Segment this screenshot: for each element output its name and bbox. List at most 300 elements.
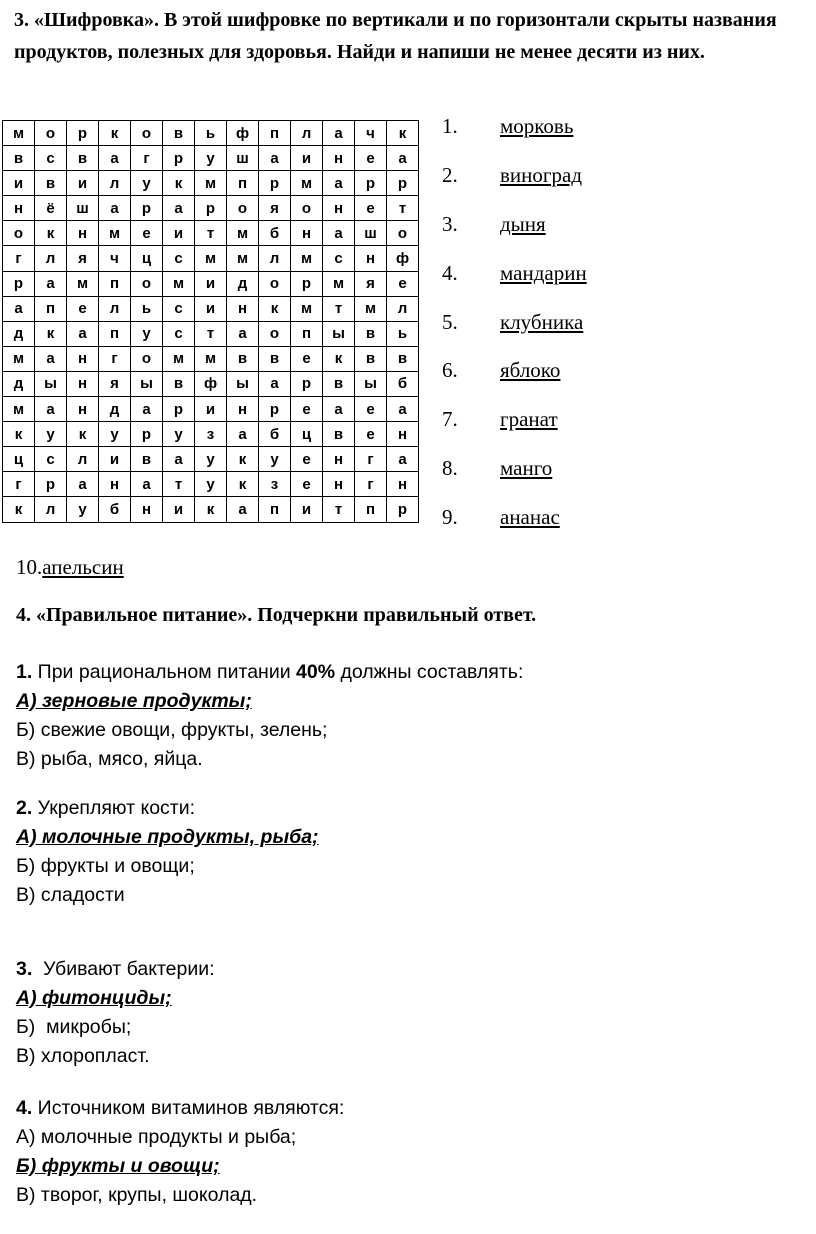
option <box>16 852 319 881</box>
grid-cell: л <box>99 171 131 196</box>
grid-cell: п <box>259 497 291 522</box>
grid-cell: р <box>259 397 291 422</box>
grid-row <box>3 196 419 221</box>
option-text: А) молочные продукты и рыба; <box>16 1126 297 1148</box>
grid-cell: н <box>387 422 419 447</box>
grid-cell: и <box>67 171 99 196</box>
grid-cell: а <box>227 321 259 346</box>
grid-cell: у <box>163 422 195 447</box>
option-text: А) молочные продукты, рыба; <box>16 826 319 848</box>
grid-cell: у <box>195 447 227 472</box>
grid-cell: н <box>67 221 99 246</box>
grid-cell: р <box>163 146 195 171</box>
grid-cell: к <box>35 321 67 346</box>
grid-cell: е <box>355 196 387 221</box>
option-correct <box>16 1152 344 1181</box>
grid-row <box>3 422 419 447</box>
grid-cell: г <box>3 472 35 497</box>
grid-cell: л <box>259 246 291 271</box>
grid-cell: а <box>35 346 67 371</box>
grid-cell: о <box>387 221 419 246</box>
grid-cell: н <box>67 371 99 396</box>
grid-cell: о <box>131 346 163 371</box>
grid-cell: ф <box>227 121 259 146</box>
grid-row <box>3 271 419 296</box>
answer-10-number: 10. <box>16 555 43 579</box>
grid-cell: а <box>259 146 291 171</box>
grid-cell: н <box>3 196 35 221</box>
answer-number: 8. <box>442 456 458 481</box>
grid-cell: я <box>355 271 387 296</box>
grid-cell: р <box>131 196 163 221</box>
grid-cell: е <box>291 346 323 371</box>
grid-cell: р <box>259 171 291 196</box>
answer-item <box>442 163 782 212</box>
grid-cell: н <box>323 472 355 497</box>
grid-cell: н <box>67 346 99 371</box>
grid-cell: а <box>99 196 131 221</box>
grid-cell: ы <box>131 371 163 396</box>
grid-cell: м <box>3 397 35 422</box>
grid-cell: о <box>259 271 291 296</box>
grid-cell: у <box>67 497 99 522</box>
grid-cell: к <box>163 171 195 196</box>
grid-cell: к <box>323 346 355 371</box>
answer-item <box>442 407 782 456</box>
grid-cell: п <box>35 296 67 321</box>
option-text: В) рыба, мясо, яйца. <box>16 748 203 770</box>
grid-cell: с <box>35 146 67 171</box>
option <box>16 745 523 774</box>
option-correct <box>16 984 215 1013</box>
grid-cell: н <box>67 397 99 422</box>
answer-word: мандарин <box>500 260 587 285</box>
grid-cell: ь <box>387 321 419 346</box>
grid-cell: р <box>291 271 323 296</box>
grid-cell: е <box>355 397 387 422</box>
grid-cell: а <box>99 146 131 171</box>
answer-number: 6. <box>442 358 458 383</box>
answer-number: 9. <box>442 505 458 530</box>
answer-word: морковь <box>500 114 574 138</box>
grid-cell: м <box>195 246 227 271</box>
grid-cell: ш <box>227 146 259 171</box>
grid-cell: т <box>323 497 355 522</box>
grid-cell: к <box>35 221 67 246</box>
grid-cell: и <box>195 296 227 321</box>
answer-item <box>442 456 782 505</box>
grid-row <box>3 472 419 497</box>
question-1 <box>16 658 523 774</box>
grid-cell: о <box>131 271 163 296</box>
grid-cell: е <box>67 296 99 321</box>
grid-cell: м <box>195 346 227 371</box>
grid-cell: з <box>259 472 291 497</box>
grid-cell: и <box>3 171 35 196</box>
grid-cell: и <box>163 221 195 246</box>
question-4 <box>16 1094 344 1210</box>
grid-cell: р <box>387 497 419 522</box>
answer-item <box>442 358 782 407</box>
question-prompt: Убивают бактерии: <box>32 958 215 980</box>
grid-cell: е <box>291 472 323 497</box>
grid-cell: л <box>35 497 67 522</box>
grid-row <box>3 397 419 422</box>
grid-cell: в <box>355 346 387 371</box>
grid-cell: с <box>323 246 355 271</box>
grid-cell: а <box>323 397 355 422</box>
grid-cell: п <box>99 271 131 296</box>
option-text: А) зерновые продукты; <box>16 690 252 712</box>
grid-cell: д <box>3 321 35 346</box>
grid-cell: з <box>195 422 227 447</box>
grid-cell: т <box>163 472 195 497</box>
grid-cell: а <box>131 472 163 497</box>
answer-item <box>442 212 782 261</box>
grid-cell: а <box>131 397 163 422</box>
grid-cell: г <box>99 346 131 371</box>
grid-cell: в <box>355 321 387 346</box>
grid-cell: л <box>99 296 131 321</box>
grid-cell: м <box>163 346 195 371</box>
answer-10-word: апельсин <box>42 555 124 579</box>
grid-cell: у <box>259 447 291 472</box>
grid-cell: н <box>387 472 419 497</box>
grid-cell: п <box>291 321 323 346</box>
grid-cell: м <box>195 171 227 196</box>
grid-cell: т <box>323 296 355 321</box>
option <box>16 716 523 745</box>
answer-item <box>442 505 782 554</box>
grid-row <box>3 296 419 321</box>
grid-cell: м <box>67 271 99 296</box>
grid-cell: е <box>131 221 163 246</box>
grid-cell: а <box>67 472 99 497</box>
grid-cell: ы <box>35 371 67 396</box>
grid-cell: м <box>227 221 259 246</box>
grid-row <box>3 171 419 196</box>
grid-cell: н <box>227 397 259 422</box>
grid-cell: н <box>355 246 387 271</box>
grid-cell: б <box>387 371 419 396</box>
grid-cell: е <box>355 146 387 171</box>
grid-cell: в <box>259 346 291 371</box>
grid-cell: ы <box>227 371 259 396</box>
grid-cell: в <box>323 371 355 396</box>
option-text: Б) микробы; <box>16 1016 132 1038</box>
grid-cell: м <box>3 346 35 371</box>
answer-number: 5. <box>442 309 458 334</box>
grid-cell: ь <box>131 296 163 321</box>
grid-cell: м <box>291 296 323 321</box>
grid-cell: ш <box>355 221 387 246</box>
option-correct <box>16 687 523 716</box>
answer-item <box>442 114 782 163</box>
task4-heading: 4. «Правильное питание». Подчеркни правильный ответ. <box>16 604 537 626</box>
option <box>16 1181 344 1210</box>
option-text: В) сладости <box>16 884 125 906</box>
grid-cell: у <box>195 472 227 497</box>
question-number: 3. <box>16 958 33 980</box>
grid-cell: р <box>355 171 387 196</box>
grid-cell: р <box>163 397 195 422</box>
grid-cell: к <box>195 497 227 522</box>
grid-cell: у <box>131 321 163 346</box>
answer-word: яблоко <box>500 358 561 383</box>
grid-cell: р <box>35 472 67 497</box>
grid-cell: ш <box>67 196 99 221</box>
answer-number: 7. <box>442 407 458 432</box>
grid-cell: с <box>163 321 195 346</box>
grid-cell: ц <box>291 422 323 447</box>
grid-cell: о <box>227 196 259 221</box>
grid-cell: м <box>291 171 323 196</box>
option-correct <box>16 823 319 852</box>
question-text <box>16 794 319 823</box>
grid-cell: п <box>355 497 387 522</box>
grid-cell: ч <box>99 246 131 271</box>
grid-cell: а <box>163 447 195 472</box>
grid-cell: я <box>67 246 99 271</box>
grid-row <box>3 371 419 396</box>
question-3 <box>16 955 215 1071</box>
question-prompt: При рациональном питании <box>32 661 297 683</box>
question-emphasis: 40% <box>296 661 336 683</box>
grid-cell: е <box>291 397 323 422</box>
grid-cell: а <box>227 497 259 522</box>
grid-row <box>3 447 419 472</box>
grid-cell: о <box>131 121 163 146</box>
question-2 <box>16 794 319 910</box>
grid-cell: у <box>131 171 163 196</box>
option-text: Б) фрукты и овощи; <box>16 1155 220 1177</box>
grid-cell: в <box>227 346 259 371</box>
grid-row <box>3 321 419 346</box>
grid-cell: н <box>227 296 259 321</box>
grid-cell: г <box>355 472 387 497</box>
grid-cell: р <box>387 171 419 196</box>
grid-row <box>3 246 419 271</box>
grid-cell: г <box>131 146 163 171</box>
grid-cell: ф <box>195 371 227 396</box>
question-text <box>16 1094 344 1123</box>
grid-cell: а <box>3 296 35 321</box>
answer-item <box>442 310 782 359</box>
grid-cell: а <box>227 422 259 447</box>
grid-cell: л <box>35 246 67 271</box>
answer-number: 1. <box>442 114 458 138</box>
option <box>16 881 319 910</box>
grid-cell: н <box>323 146 355 171</box>
grid-cell: в <box>3 146 35 171</box>
grid-cell: д <box>227 271 259 296</box>
grid-cell: к <box>387 121 419 146</box>
grid-cell: е <box>387 271 419 296</box>
answer-number: 3. <box>442 211 458 236</box>
answer-item <box>442 261 782 310</box>
question-text <box>16 658 523 687</box>
question-number: 2. <box>16 797 33 819</box>
answer-word: виноград <box>500 162 583 187</box>
grid-cell: к <box>3 497 35 522</box>
option <box>16 1042 215 1071</box>
grid-cell: а <box>163 196 195 221</box>
grid-cell: в <box>323 422 355 447</box>
grid-cell: а <box>387 146 419 171</box>
grid-cell: я <box>259 196 291 221</box>
grid-cell: н <box>291 221 323 246</box>
cipher-grid <box>2 120 419 523</box>
grid-cell: а <box>387 447 419 472</box>
grid-cell: м <box>355 296 387 321</box>
grid-cell: у <box>35 422 67 447</box>
grid-cell: с <box>163 246 195 271</box>
grid-cell: м <box>163 271 195 296</box>
grid-cell: о <box>291 196 323 221</box>
grid-cell: м <box>323 271 355 296</box>
grid-cell: в <box>387 346 419 371</box>
grid-cell: а <box>67 321 99 346</box>
grid-cell: и <box>195 271 227 296</box>
grid-cell: а <box>259 371 291 396</box>
grid-cell: д <box>3 371 35 396</box>
grid-cell: р <box>3 271 35 296</box>
grid-cell: а <box>323 221 355 246</box>
answers-list <box>442 114 782 554</box>
grid-cell: н <box>323 196 355 221</box>
grid-cell: р <box>291 371 323 396</box>
grid-cell: м <box>99 221 131 246</box>
grid-cell: е <box>291 447 323 472</box>
question-number: 1. <box>16 661 33 683</box>
grid-cell: в <box>131 447 163 472</box>
task3-heading: 3. «Шифровка». В этой шифровке по вертикали и по горизонтали скрыты названия продуктов, полезных для здоровья. Найди и напиши не менее десяти из них. <box>14 9 777 63</box>
grid-cell: а <box>35 271 67 296</box>
grid-cell: е <box>355 422 387 447</box>
grid-cell: о <box>35 121 67 146</box>
answer-word: манго <box>500 456 553 481</box>
grid-cell: к <box>99 121 131 146</box>
grid-cell: р <box>131 422 163 447</box>
grid-cell: у <box>99 422 131 447</box>
answer-word: гранат <box>500 407 558 432</box>
option-text: А) фитонциды; <box>16 987 172 1009</box>
grid-cell: ы <box>323 321 355 346</box>
grid-cell: к <box>67 422 99 447</box>
answer-word: клубника <box>500 309 584 334</box>
grid-cell: а <box>387 397 419 422</box>
grid-cell: о <box>3 221 35 246</box>
grid-cell: т <box>387 196 419 221</box>
grid-cell: и <box>99 447 131 472</box>
grid-cell: б <box>99 497 131 522</box>
answer-number: 2. <box>442 162 458 187</box>
grid-cell: р <box>67 121 99 146</box>
question-prompt: Укрепляют кости: <box>32 797 196 819</box>
grid-cell: л <box>67 447 99 472</box>
option-text: Б) фрукты и овощи; <box>16 855 195 877</box>
grid-cell: ч <box>355 121 387 146</box>
grid-cell: м <box>227 246 259 271</box>
grid-cell: к <box>227 447 259 472</box>
grid-cell: в <box>67 146 99 171</box>
grid-cell: ё <box>35 196 67 221</box>
grid-cell: к <box>227 472 259 497</box>
option-text: Б) свежие овощи, фрукты, зелень; <box>16 719 328 741</box>
grid-cell: я <box>99 371 131 396</box>
grid-row <box>3 146 419 171</box>
grid-cell: т <box>195 221 227 246</box>
grid-cell: р <box>195 196 227 221</box>
grid-row <box>3 497 419 522</box>
grid-cell: п <box>259 121 291 146</box>
option <box>16 1013 215 1042</box>
grid-row <box>3 121 419 146</box>
grid-cell: в <box>163 371 195 396</box>
grid-cell: б <box>259 221 291 246</box>
grid-cell: м <box>3 121 35 146</box>
grid-row <box>3 346 419 371</box>
answer-word: ананас <box>500 505 560 530</box>
grid-cell: в <box>35 171 67 196</box>
option-text: В) хлоропласт. <box>16 1045 150 1067</box>
grid-cell: в <box>163 121 195 146</box>
grid-cell: н <box>131 497 163 522</box>
grid-cell: л <box>291 121 323 146</box>
grid-cell: и <box>291 146 323 171</box>
grid-cell: ц <box>131 246 163 271</box>
grid-cell: ы <box>355 371 387 396</box>
grid-cell: п <box>99 321 131 346</box>
grid-cell: о <box>259 321 291 346</box>
grid-cell: н <box>323 447 355 472</box>
grid-cell: н <box>99 472 131 497</box>
option-text: В) творог, крупы, шоколад. <box>16 1184 258 1206</box>
grid-cell: ф <box>387 246 419 271</box>
grid-row <box>3 221 419 246</box>
grid-cell: б <box>259 422 291 447</box>
grid-cell: ь <box>195 121 227 146</box>
question-text <box>16 955 215 984</box>
question-prompt-end: должны составлять: <box>335 661 524 683</box>
grid-cell: и <box>195 397 227 422</box>
grid-cell: и <box>291 497 323 522</box>
grid-cell: ц <box>3 447 35 472</box>
grid-cell: с <box>35 447 67 472</box>
grid-cell: к <box>3 422 35 447</box>
grid-cell: к <box>259 296 291 321</box>
grid-cell: а <box>323 171 355 196</box>
grid-cell: п <box>227 171 259 196</box>
grid-cell: м <box>291 246 323 271</box>
grid-cell: у <box>195 146 227 171</box>
grid-cell: т <box>195 321 227 346</box>
grid-cell: г <box>355 447 387 472</box>
grid-cell: л <box>387 296 419 321</box>
grid-cell: г <box>3 246 35 271</box>
grid-cell: а <box>323 121 355 146</box>
grid-cell: с <box>163 296 195 321</box>
question-number: 4. <box>16 1097 33 1119</box>
grid-cell: д <box>99 397 131 422</box>
question-prompt: Источником витаминов являются: <box>32 1097 345 1119</box>
answer-number: 4. <box>442 260 458 285</box>
grid-cell: а <box>35 397 67 422</box>
option <box>16 1123 344 1152</box>
grid-cell: и <box>163 497 195 522</box>
answer-word: дыня <box>500 211 546 236</box>
answer-10 <box>16 555 124 580</box>
